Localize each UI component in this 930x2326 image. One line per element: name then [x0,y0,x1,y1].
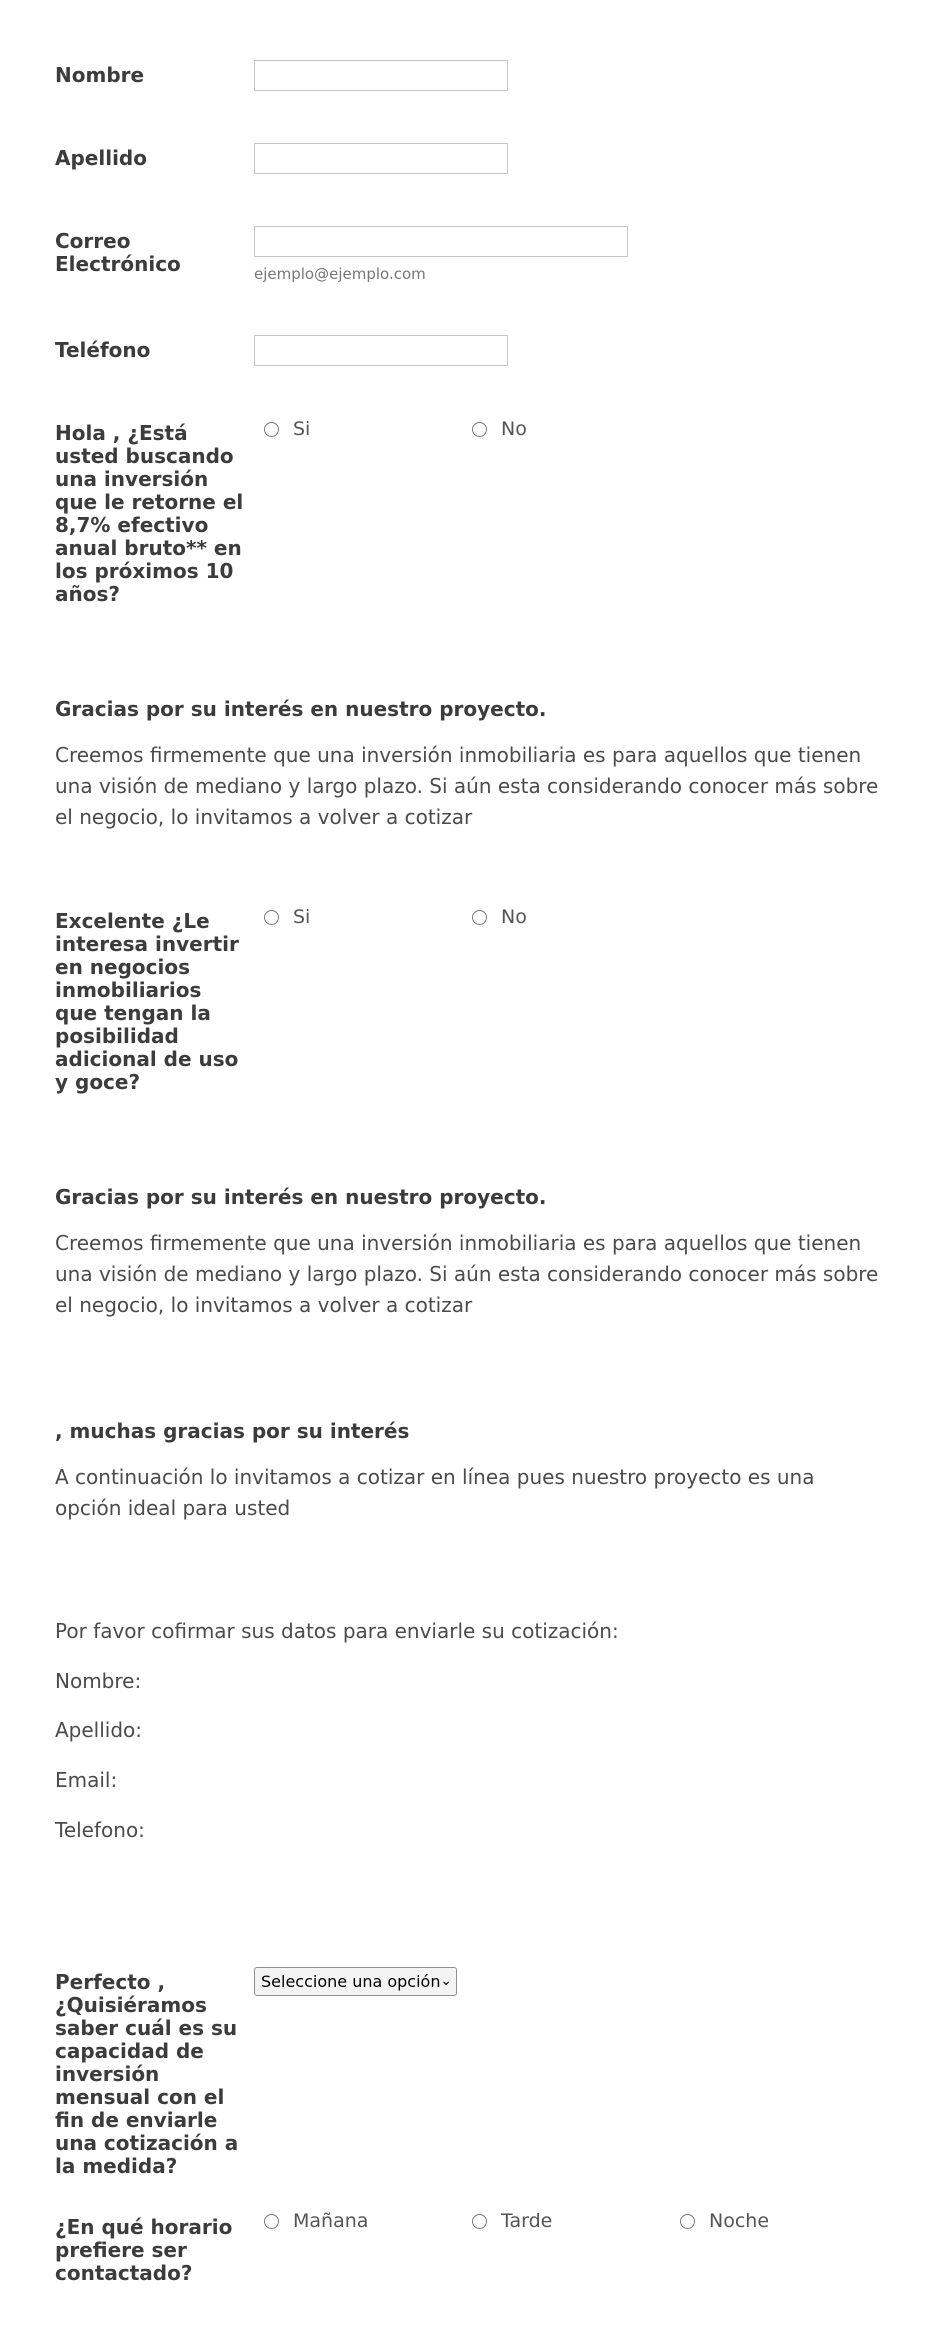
telefono-label: Teléfono [55,338,151,362]
thanks3-text: A continuación lo invitamos a cotizar en línea pues nuestro proyecto es una opción ideal para usted [55,1465,815,1520]
confirm-intro: Por favor cofirmar sus datos para enviarle su cotización: [55,1619,619,1643]
confirm-email: Email: [55,1768,118,1792]
thanks1-text: Creemos firmemente que una inversión inmobiliaria es para aquellos que tienen una visión de mediano y largo plazo. Si aún esta considerando conocer más sobre el negocio, lo invitamos a volver a cotizar [55,743,879,829]
telefono-input[interactable] [254,335,508,366]
nombre-label: Nombre [55,63,145,87]
radio-button[interactable] [472,910,487,925]
q2-label: Excelente ¿Le interesa invertir en negocios inmobiliarios que tengan la posibilidad adicional de uso y goce? [55,909,239,1094]
q4-option-noche-label: Noche [709,2210,770,2232]
q2-option-no-label: No [501,906,527,928]
nombre-input[interactable] [254,60,508,91]
investment-capacity-select[interactable] [254,1967,457,1996]
q1-option-si-label: Si [293,418,311,440]
q3-label: Perfecto , ¿Quisiéramos saber cuál es su capacidad de inversión mensual con el fin de enviarle una cotización a la medida? [55,1970,239,2178]
q4-option-tarde-label: Tarde [501,2210,553,2232]
radio-button[interactable] [680,2214,695,2229]
q4-option-manana[interactable] [264,2210,368,2232]
q1-option-no-label: No [501,418,527,440]
q1-option-no[interactable] [472,418,527,440]
q1-label: Hola , ¿Está usted buscando una inversión que le retorne el 8,7% efectivo anual bruto** en los próximos 10 años? [55,421,244,606]
apellido-label: Apellido [55,146,147,170]
apellido-input[interactable] [254,143,508,174]
correo-label: Correo Electrónico [55,229,181,276]
chevron-down-icon: ⌄ [440,1973,452,1989]
thanks3-heading: , muchas gracias por su interés [55,1419,410,1443]
radio-button[interactable] [264,910,279,925]
q4-option-manana-label: Mañana [293,2210,369,2232]
q2-option-si[interactable] [264,906,310,928]
q4-option-noche[interactable] [680,2210,769,2232]
radio-button[interactable] [472,2214,487,2229]
radio-button[interactable] [264,2214,279,2229]
q1-option-si[interactable] [264,418,310,440]
q4-label: ¿En qué horario prefiere ser contactado? [55,2215,233,2285]
q2-option-si-label: Si [293,906,311,928]
thanks2-heading: Gracias por su interés en nuestro proyecto. [55,1185,547,1209]
q4-option-tarde[interactable] [472,2210,552,2232]
q2-option-no[interactable] [472,906,527,928]
investment-capacity-select-value: Seleccione una opción [261,1972,441,1991]
confirm-nombre: Nombre: [55,1669,142,1693]
confirm-telefono: Telefono: [55,1818,145,1842]
correo-input[interactable] [254,226,628,257]
radio-button[interactable] [472,422,487,437]
confirm-apellido: Apellido: [55,1718,143,1742]
thanks1-heading: Gracias por su interés en nuestro proyecto. [55,697,547,721]
radio-button[interactable] [264,422,279,437]
thanks2-text: Creemos firmemente que una inversión inmobiliaria es para aquellos que tienen una visión de mediano y largo plazo. Si aún esta considerando conocer más sobre el negocio, lo invitamos a volver a cotizar [55,1231,879,1317]
correo-hint: ejemplo@ejemplo.com [254,265,426,283]
